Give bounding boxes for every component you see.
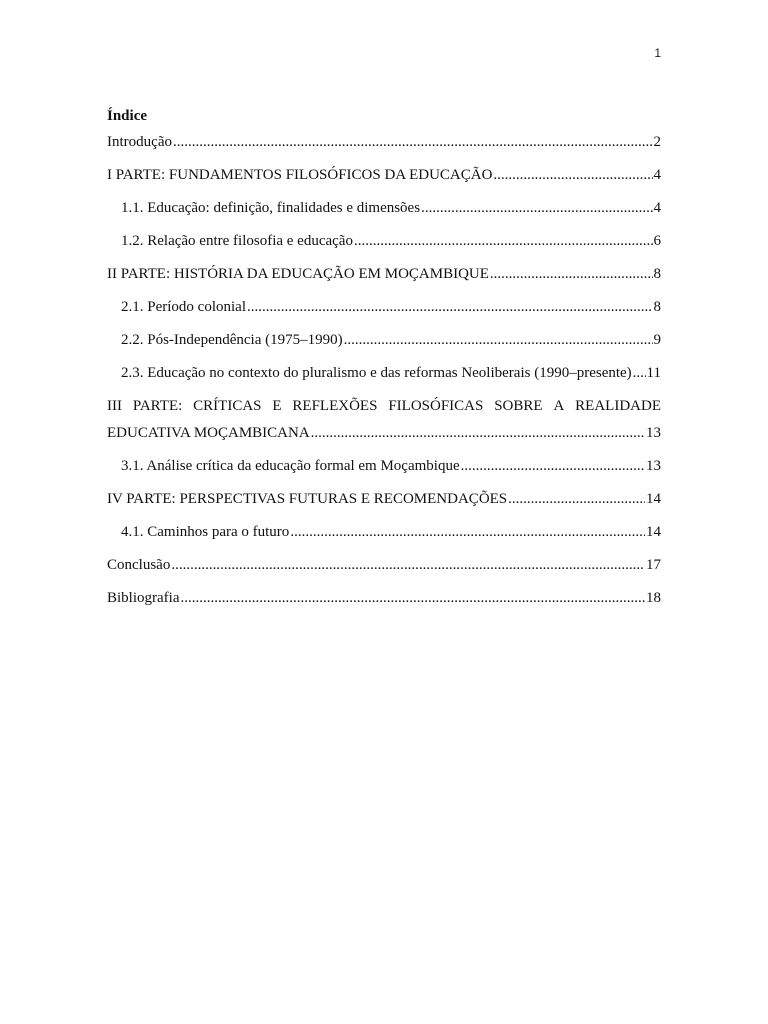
dot-leader <box>171 555 645 575</box>
toc-entry-label: EDUCATIVA MOÇAMBICANA <box>107 425 310 441</box>
toc-entry-page: 9 <box>653 332 661 348</box>
toc-entry-word: III <box>107 398 122 414</box>
toc-entry-page: 4 <box>653 200 661 216</box>
toc-entry-word: A <box>553 398 565 414</box>
toc-entry-label: 4.1. Caminhos para o futuro <box>121 524 290 540</box>
toc-entry-word: REALIDADE <box>575 398 661 414</box>
toc-entry-label: 2.3. Educação no contexto do pluralismo e das reformas Neoliberais (1990–presente) <box>121 365 632 381</box>
toc-entry-word: CRÍTICAS <box>193 398 262 414</box>
dot-leader <box>311 423 645 443</box>
toc-entry-label: IV PARTE: PERSPECTIVAS FUTURAS E RECOMENDAÇÕES <box>107 491 508 507</box>
toc-entry-page: 13 <box>646 425 661 441</box>
toc-entry-label: 1.1. Educação: definição, finalidades e dimensões <box>121 200 421 216</box>
toc-entry[interactable] <box>107 132 661 152</box>
toc-entry-label: Conclusão <box>107 557 171 573</box>
toc-entry[interactable] <box>107 575 661 608</box>
toc-entry[interactable] <box>107 251 661 284</box>
dot-leader <box>493 165 652 185</box>
toc-entry-page: 17 <box>646 557 661 573</box>
toc-entry[interactable] <box>107 350 661 383</box>
dot-leader <box>247 297 653 317</box>
toc-entry-word: SOBRE <box>494 398 543 414</box>
toc-entry[interactable] <box>107 476 661 509</box>
toc-title: Índice <box>107 108 148 124</box>
dot-leader <box>508 489 645 509</box>
toc-entry[interactable] <box>107 152 661 185</box>
dot-leader <box>633 363 646 383</box>
toc-entry-label: Bibliografia <box>107 590 180 606</box>
toc-entry-label: Introdução <box>107 134 172 150</box>
toc-entry[interactable] <box>107 284 661 317</box>
toc-entry-word: FILOSÓFICAS <box>388 398 484 414</box>
dot-leader <box>490 264 653 284</box>
toc-entry[interactable] <box>107 542 661 575</box>
toc-entry-label: I PARTE: FUNDAMENTOS FILOSÓFICOS DA EDUCAÇÃO <box>107 167 493 183</box>
toc-entry[interactable] <box>107 383 661 443</box>
toc-entry-word: REFLEXÕES <box>292 398 378 414</box>
dot-leader <box>354 231 653 251</box>
toc-entry-label-line2 <box>107 423 661 443</box>
toc-entry-word: E <box>272 398 282 414</box>
toc-entry[interactable] <box>107 443 661 476</box>
toc-entry-page: 2 <box>653 134 661 150</box>
toc-entry-label: 2.2. Pós-Independência (1975–1990) <box>121 332 343 348</box>
toc-entry-page: 8 <box>653 299 661 315</box>
dot-leader <box>173 132 653 152</box>
dot-leader <box>290 522 645 542</box>
page-number: 1 <box>654 46 661 60</box>
toc-entry-label: 3.1. Análise crítica da educação formal em Moçambique <box>121 458 460 474</box>
dot-leader <box>461 456 645 476</box>
table-of-contents <box>107 106 661 608</box>
dot-leader <box>421 198 652 218</box>
toc-entry-label: 2.1. Período colonial <box>121 299 246 315</box>
toc-entry[interactable] <box>107 317 661 350</box>
toc-entry-label-line1 <box>107 396 661 416</box>
toc-entry[interactable] <box>107 509 661 542</box>
toc-entry-label: 1.2. Relação entre filosofia e educação <box>121 233 353 249</box>
toc-entry-word: PARTE: <box>132 398 183 414</box>
toc-entry-page: 6 <box>653 233 661 249</box>
toc-entry-page: 14 <box>646 491 661 507</box>
toc-entry-page: 14 <box>646 524 661 540</box>
toc-entry-page: 8 <box>653 266 661 282</box>
toc-entry-label: II PARTE: HISTÓRIA DA EDUCAÇÃO EM MOÇAMBIQUE <box>107 266 489 282</box>
toc-entry[interactable] <box>107 185 661 218</box>
toc-entry-page: 11 <box>646 365 661 381</box>
dot-leader <box>344 330 653 350</box>
toc-entry-page: 13 <box>646 458 661 474</box>
toc-entry-page: 18 <box>646 590 661 606</box>
toc-entry-page: 4 <box>653 167 661 183</box>
toc-entry[interactable] <box>107 218 661 251</box>
dot-leader <box>180 588 645 608</box>
